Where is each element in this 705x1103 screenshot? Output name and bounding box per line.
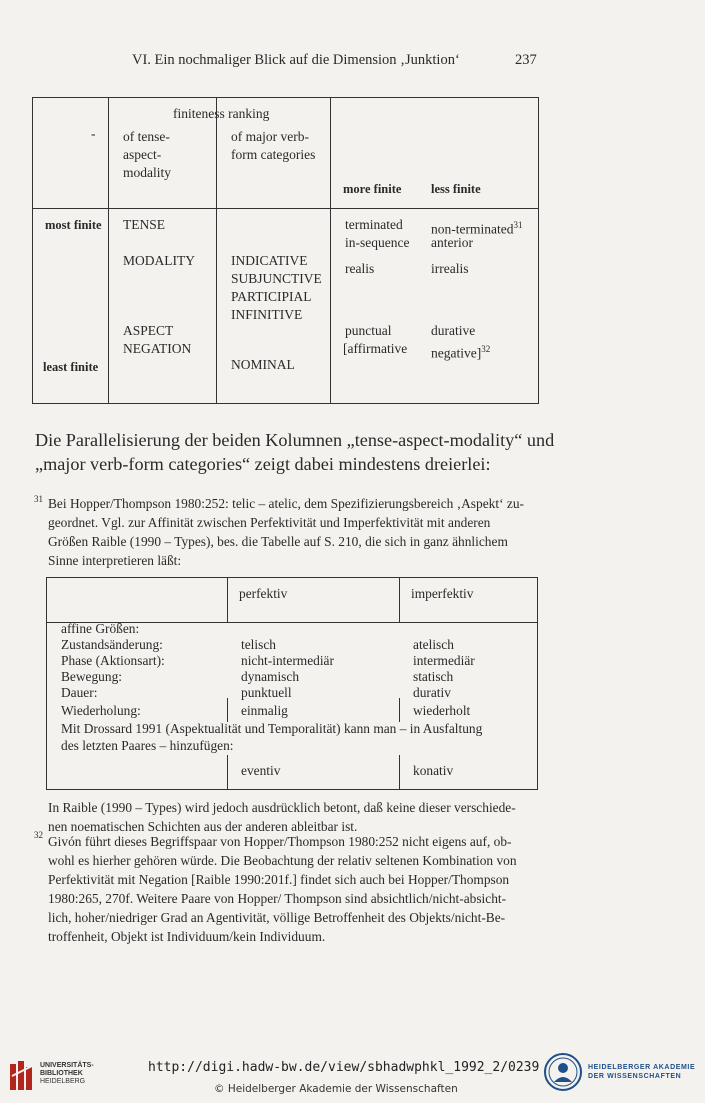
row-label: Zustandsänderung: <box>61 637 163 652</box>
less-finite-item: irrealis <box>431 261 469 276</box>
most-finite-label: most finite <box>45 218 102 232</box>
perf-value: punktuell <box>241 685 292 700</box>
running-header-title: VI. Ein nochmaliger Blick auf die Dimension ‚Junktion‘ <box>132 52 460 68</box>
hadw-seal-logo[interactable] <box>543 1052 583 1092</box>
footnote-31-continuation <box>48 798 539 836</box>
tam-item: TENSE <box>123 217 165 232</box>
footnote-line: nen noematischen Schichten aus der anderen ableitbar ist. <box>48 819 358 834</box>
finiteness-ranking-header: finiteness ranking <box>173 106 270 121</box>
page-number: 237 <box>515 52 537 68</box>
copyright-text: © Heidelberger Akademie der Wissenschaften <box>214 1083 458 1095</box>
perf-value: eventiv <box>241 763 281 778</box>
less-finite-item: durative <box>431 323 476 338</box>
perf-value: dynamisch <box>241 669 300 684</box>
ub-logo-text <box>40 1062 94 1086</box>
footnote-line: geordnet. Vgl. zur Affinität zwischen Perfektivität und Imperfektivität mit anderen <box>48 515 491 530</box>
tam-item: ASPECT <box>123 323 174 338</box>
col1-header-line: aspect- <box>123 147 162 162</box>
dash: - <box>91 126 96 141</box>
body-paragraph-line: „major verb-form categories“ zeigt dabei mindestens dreierlei: <box>35 454 491 474</box>
row-label: Dauer: <box>61 685 98 700</box>
more-finite-header: more finite <box>343 182 402 196</box>
footnote-number: 31 <box>34 494 43 504</box>
col1-header-line: modality <box>123 165 171 180</box>
row-label: Wiederholung: <box>61 703 141 718</box>
hadw-logo-line: HEIDELBERGER AKADEMIE <box>588 1064 696 1071</box>
footnote-line: Sinne interpretieren läßt: <box>48 553 182 568</box>
more-finite-item: punctual <box>345 323 392 338</box>
imperf-value: atelisch <box>413 637 454 652</box>
verb-form-item: INDICATIVE <box>231 253 308 268</box>
row-label: Bewegung: <box>61 669 122 684</box>
perf-value: telisch <box>241 637 276 652</box>
note-line: Mit Drossard 1991 (Aspektualität und Temporalität) kann man – in Ausfaltung <box>61 721 483 736</box>
footnote-line: troffenheit, Objekt ist Individuum/kein Individuum. <box>48 929 326 944</box>
footnote-line: Givón führt dieses Begriffspaar von Hopper/Thompson 1980:252 nicht eigens auf, ob- <box>48 834 512 849</box>
academy-seal-icon <box>543 1052 583 1092</box>
aspect-affinity-table <box>46 577 538 790</box>
footnote-line: lich, hoher/niedriger Grad an Agentivität, völlige Betroffenheit des Objekts/nicht-Be- <box>48 910 506 925</box>
verb-form-item: NOMINAL <box>231 357 295 372</box>
university-library-logo[interactable] <box>8 1058 38 1092</box>
ub-logo-line: UNIVERSITÄTS- <box>40 1062 94 1069</box>
col2-header-line: of major verb- <box>231 129 309 144</box>
imperf-value: intermediär <box>413 653 475 668</box>
imperf-value: durativ <box>413 685 451 700</box>
footnote-line: Bei Hopper/Thompson 1980:252: telic – atelic, dem Spezifizierungsbereich ‚Aspekt‘ zu- <box>48 496 524 511</box>
verb-form-item: SUBJUNCTIVE <box>231 271 322 286</box>
ub-logo-line: BIBLIOTHEK <box>40 1070 83 1077</box>
affine-label: affine Größen: <box>61 621 140 636</box>
verb-form-item: PARTICIPIAL <box>231 289 312 304</box>
imperf-value: wiederholt <box>413 703 471 718</box>
col1-header-line: of tense- <box>123 129 170 144</box>
ub-logo-icon <box>8 1058 38 1092</box>
less-finite-text: non-terminated <box>431 221 514 237</box>
perf-value: einmalig <box>241 703 288 718</box>
less-finite-header: less finite <box>431 182 481 196</box>
finiteness-table <box>32 97 539 404</box>
more-finite-item: in-sequence <box>345 235 410 250</box>
imperf-value: konativ <box>413 763 454 778</box>
footnote-31 <box>48 494 539 570</box>
footnote-line: Größen Raible (1990 – Types), bes. die Tabelle auf S. 210, die sich in ganz ähnlichem <box>48 534 508 549</box>
tam-item: NEGATION <box>123 341 192 356</box>
more-finite-item: realis <box>345 261 375 276</box>
digitization-footer <box>0 1050 705 1103</box>
more-finite-item: terminated <box>345 217 403 232</box>
row-label: Phase (Aktionsart): <box>61 653 165 668</box>
less-finite-text: negative] <box>431 345 482 361</box>
footnote-line: wohl es hierher gehören würde. Die Beobachtung der relativ seltenen Kombination von <box>48 853 517 868</box>
footnote-line: Perfektivität mit Negation [Raible 1990:201f.] findet sich auch bei Hopper/Thompson <box>48 872 510 887</box>
perfektiv-header: perfektiv <box>239 586 288 601</box>
footnote-ref[interactable]: 31 <box>513 220 523 230</box>
more-finite-item: [affirmative <box>343 341 408 356</box>
tam-item: MODALITY <box>123 253 195 268</box>
imperfektiv-header: imperfektiv <box>411 586 474 601</box>
hadw-logo-text <box>588 1063 695 1081</box>
digi-url-link[interactable]: http://digi.hadw-bw.de/view/sbhadwphkl_1992_2/0239 <box>148 1060 540 1075</box>
less-finite-item: anterior <box>431 235 473 250</box>
least-finite-label: least finite <box>43 360 99 374</box>
footnote-ref[interactable]: 32 <box>481 344 491 354</box>
ub-logo-line: HEIDELBERG <box>40 1078 86 1085</box>
col2-header-line: form categories <box>231 147 316 162</box>
note-line: des letzten Paares – hinzufügen: <box>61 738 234 753</box>
footnote-line: In Raible (1990 – Types) wird jedoch ausdrücklich betont, daß keine dieser verschiede- <box>48 800 516 815</box>
footnote-number: 32 <box>34 830 43 840</box>
less-finite-item <box>431 341 490 362</box>
perf-value: nicht-intermediär <box>241 653 334 668</box>
imperf-value: statisch <box>413 669 454 684</box>
footnote-32 <box>48 832 539 946</box>
body-paragraph-line: Die Parallelisierung der beiden Kolumnen „tense-aspect-modality“ und <box>35 430 555 450</box>
footnote-line: 1980:265, 270f. Weitere Paare von Hopper/ Thompson sind absichtlich/nicht-absicht- <box>48 891 507 906</box>
verb-form-item: INFINITIVE <box>231 307 303 322</box>
hadw-logo-line: DER WISSENSCHAFTEN <box>588 1073 682 1080</box>
